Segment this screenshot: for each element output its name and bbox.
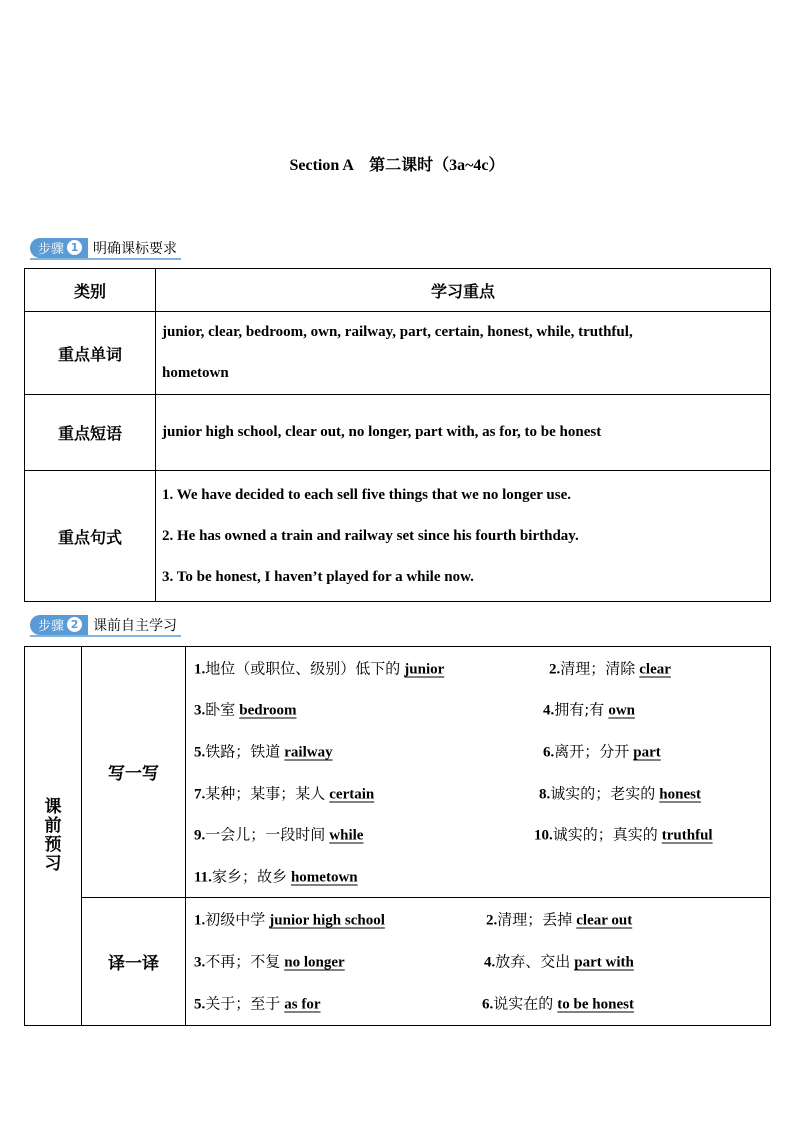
page-title: Section A 第二课时（3a~4c） <box>289 157 505 174</box>
step-badge: 步骤 1 <box>30 238 88 258</box>
step-title: 明确课标要求 <box>93 240 178 257</box>
answer: honest <box>659 786 701 803</box>
exercise-row <box>192 689 764 731</box>
step-badge: 步骤 2 <box>30 615 88 635</box>
answer: junior <box>404 661 445 678</box>
exercise-item: 6.离开；分开 part <box>543 742 661 761</box>
exercise-item: 2.清理；丢掉 clear out <box>486 910 633 929</box>
write-exercise <box>186 647 771 898</box>
answer: while <box>329 827 364 844</box>
answer: to be honest <box>557 996 634 1013</box>
answer: own <box>608 702 635 719</box>
exercise-item: 9.一会儿；一段时间 while <box>194 825 364 844</box>
exercise-row <box>192 899 764 941</box>
step-2-heading <box>30 614 181 637</box>
exercise-row <box>192 813 764 855</box>
exercise-item: 1.地位（或职位、级别）低下的 junior <box>194 659 445 678</box>
row-label-words: 重点单词 <box>25 312 156 395</box>
step-1-heading <box>30 237 181 260</box>
words-cell: junior, clear, bedroom, own, railway, part, certain, honest, while, truthful, hometown <box>156 312 771 395</box>
exercise-item: 5.铁路；铁道 railway <box>194 742 333 761</box>
answer: truthful <box>661 827 713 844</box>
translate-exercise <box>186 897 771 1025</box>
exercise-item: 11.家乡；故乡 hometown <box>194 867 358 886</box>
exercise-item: 5.关于；至于 as for <box>194 994 321 1013</box>
exercise-row <box>192 647 764 689</box>
translate-label: 译一译 <box>82 897 186 1025</box>
answer: bedroom <box>239 702 297 719</box>
step-title: 课前自主学习 <box>93 617 178 634</box>
sentences-cell: 1. We have decided to each sell five things that we no longer use. 2. He has owned a train and railway set since his fourth birthday. 3. To be honest, I haven’t played for a while now. <box>156 471 771 602</box>
exercise-item: 3.不再；不复 no longer <box>194 952 345 971</box>
exercise-item: 6.说实在的 to be honest <box>482 994 634 1013</box>
exercise-row <box>192 940 764 982</box>
preview-table <box>24 646 771 1026</box>
phrases-cell: junior high school, clear out, no longer, part with, as for, to be honest <box>156 395 771 471</box>
exercise-item: 2.清理；清除 clear <box>549 659 671 678</box>
exercise-item: 8.诚实的；老实的 honest <box>539 784 701 803</box>
answer: part with <box>574 954 634 971</box>
exercise-row <box>192 982 764 1024</box>
exercise-row <box>192 730 764 772</box>
exercise-item: 4.放弃、交出 part with <box>484 952 634 971</box>
col-header-category: 类别 <box>25 269 156 312</box>
answer: clear <box>639 661 671 678</box>
exercise-row <box>192 855 764 897</box>
row-label-sentences: 重点句式 <box>25 471 156 602</box>
exercise-item: 7.某种；某事；某人 certain <box>194 784 375 803</box>
exercise-item: 1.初级中学 junior high school <box>194 910 385 929</box>
exercise-item: 3.卧室 bedroom <box>194 700 297 719</box>
objectives-table <box>24 268 771 602</box>
exercise-row <box>192 772 764 814</box>
exercise-item: 10.诚实的；真实的 truthful <box>534 825 713 844</box>
answer: as for <box>284 996 321 1013</box>
row-label-phrases: 重点短语 <box>25 395 156 471</box>
side-label: 课 前 预 习 <box>25 647 82 1026</box>
answer: part <box>633 744 661 761</box>
step-number: 1 <box>67 240 82 255</box>
write-label: 写一写 <box>82 647 186 898</box>
col-header-focus: 学习重点 <box>156 269 771 312</box>
answer: junior high school <box>269 912 385 929</box>
answer: hometown <box>290 869 358 886</box>
answer: clear out <box>576 912 633 929</box>
answer: certain <box>329 786 375 803</box>
answer: railway <box>284 744 333 761</box>
exercise-item: 4.拥有;有 own <box>543 700 635 719</box>
step-number: 2 <box>67 617 82 632</box>
answer: no longer <box>284 954 345 971</box>
